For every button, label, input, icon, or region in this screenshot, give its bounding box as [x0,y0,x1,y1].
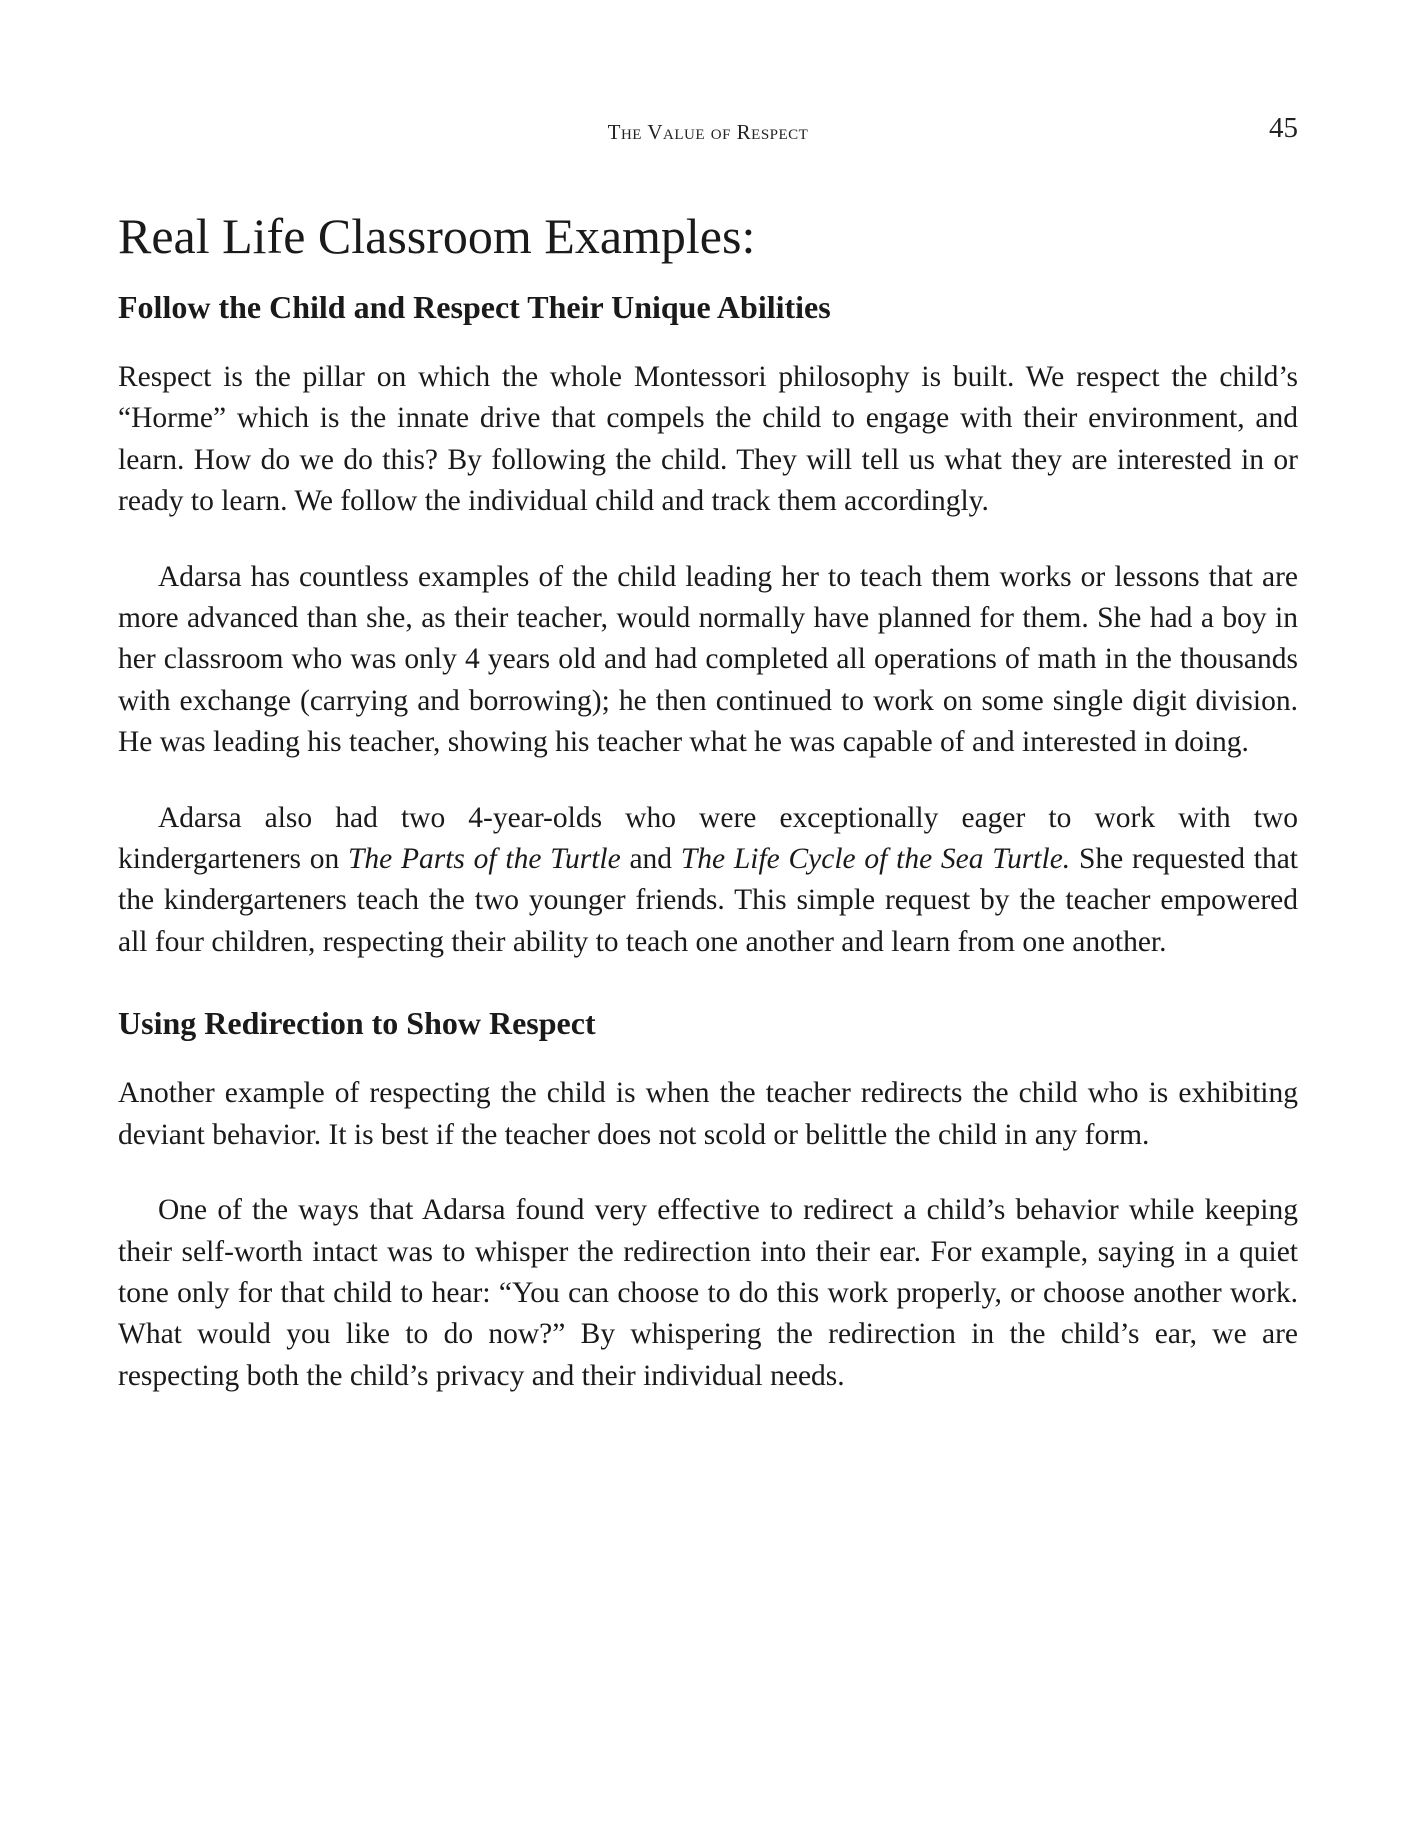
section-heading-redirection: Using Redirection to Show Respect [118,1005,596,1042]
chapter-heading: Real Life Classroom Examples: [118,208,756,264]
paragraph-turtle-lessons [118,798,1298,964]
book-title-parts-of-turtle: The Parts of the Turtle [347,843,621,876]
paragraph-respect-pillar: Respect is the pillar on which the whole Montessori philosophy is built. We respect the child’s “Horme” which is the innate drive that compels the child to engage with their environment, and learn. How do we do this? By following the child. They will tell us what they are interested in or ready to learn. We follow the individual child and track them accordingly. [118,361,1298,518]
paragraph-text: Adarsa also had two 4-year-olds who were exceptionally eager to work with two kindergarteners on [118,801,1298,876]
paragraph-redirect-behavior: Another example of respecting the child is when the teacher redirects the child who is exhibiting deviant behavior. It is best if the teacher does not scold or belittle the child in any form. [118,1077,1298,1151]
paragraph-text: She requested that the kindergarteners teach the two younger friends. This simple request by the teacher empowered all four children, respecting their ability to teach one another and learn from one another. [118,843,1298,958]
page-body [118,205,1298,1397]
running-header [118,112,1298,152]
paragraph-adarsa-examples: Adarsa has countless examples of the child leading her to teach them works or lessons that are more advanced than she, as their teacher, would normally have planned for them. She had a boy in her classroom who was only 4 years old and had completed all operations of math in the thousands with exchange (carrying and borrowing); he then continued to work on some single digit division. He was leading his teacher, showing his teacher what he was capable of and interested in doing. [118,560,1298,759]
page-number: 45 [1269,112,1298,144]
book-title-life-cycle-sea-turtle: The Life Cycle of the Sea Turtle. [680,843,1071,876]
paragraph-whisper-redirection: One of the ways that Adarsa found very effective to redirect a child’s behavior while keeping their self-worth intact was to whisper the redirection into their ear. For example, saying in a quiet tone only for that child to hear: “You can choose to do this work properly, or choose another work. What would you like to do now?” By whispering the redirection in the child’s ear, we are respecting both the child’s privacy and their individual needs. [118,1194,1298,1392]
running-title: The Value of Respect [607,120,809,144]
paragraph-text: and [620,843,681,876]
section-heading-follow-the-child: Follow the Child and Respect Their Unique Abilities [118,289,831,325]
